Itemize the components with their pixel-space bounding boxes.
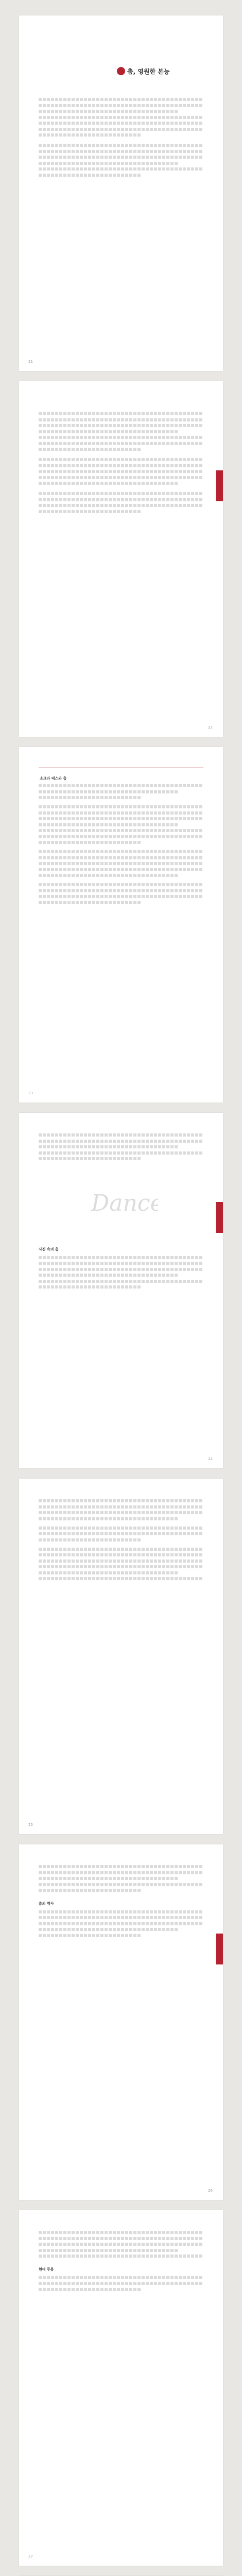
page-5 <box>19 1479 223 1834</box>
page-2 <box>19 381 223 737</box>
heading-c: 춤의 역사 <box>39 1902 54 1906</box>
page-7 <box>19 2210 223 2566</box>
chapter-tab <box>216 1934 223 1964</box>
body-text <box>39 2231 203 2294</box>
page-4 <box>19 1113 223 1468</box>
body-text <box>39 412 203 516</box>
body-text-2 <box>39 1242 203 1292</box>
page-number: 23 <box>28 1091 33 1095</box>
body-text <box>39 1865 203 1940</box>
heading-d: 현대 무용 <box>39 2267 54 2272</box>
page-3 <box>19 747 223 1103</box>
body-text <box>39 98 203 179</box>
body-text <box>39 1133 203 1163</box>
page-number: 26 <box>208 2189 213 2193</box>
chapter-tab <box>216 1202 223 1233</box>
page-number: 27 <box>28 2554 33 2558</box>
chapter-badge <box>117 67 125 75</box>
page-number: 21 <box>28 360 33 364</box>
page-1 <box>19 15 223 371</box>
svg-text:Dance: Dance <box>91 1190 158 1216</box>
box-title: 소크라 테스와 춤 <box>40 776 67 781</box>
page-number: 22 <box>208 725 213 730</box>
body-text <box>39 1499 203 1583</box>
body-text <box>39 784 203 907</box>
chapter-title: 춤, 영원한 본능 <box>127 68 170 75</box>
photo-placeholder <box>86 1180 158 1226</box>
heading-b: 사진 속의 춤 <box>39 1247 59 1251</box>
page-6 <box>19 1844 223 2200</box>
chapter-tab <box>216 470 223 501</box>
page-number: 24 <box>208 1457 213 1461</box>
page-number: 25 <box>28 1823 33 1827</box>
